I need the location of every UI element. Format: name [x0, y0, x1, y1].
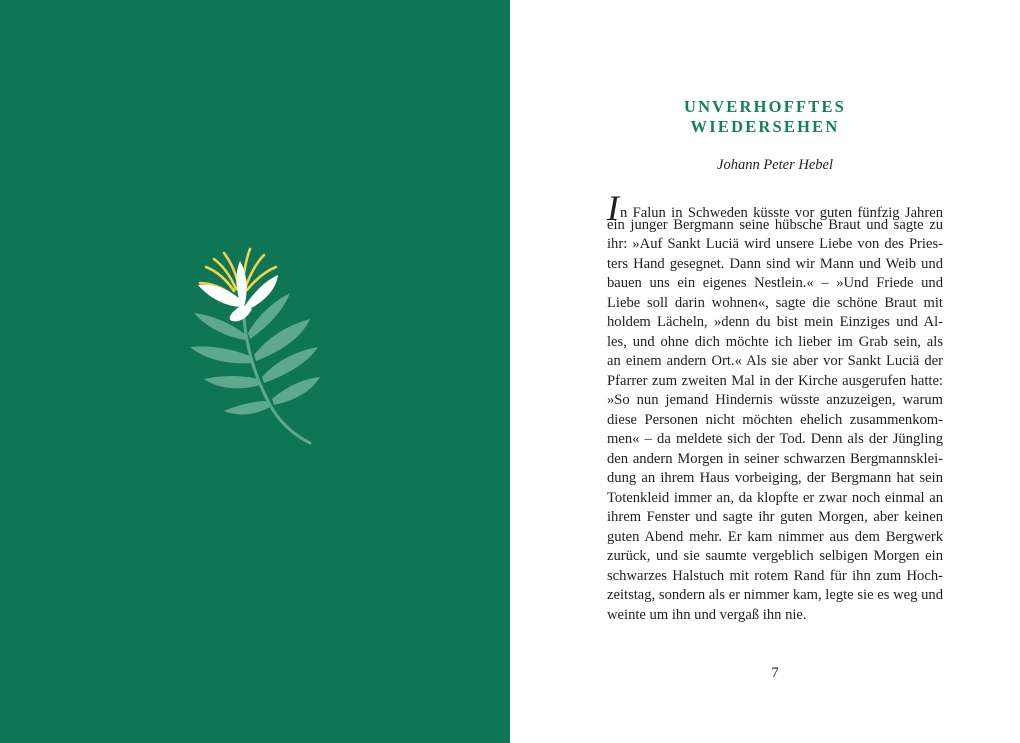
body-line: den andern Morgen in seiner schwarzen Bergmannsklei-: [607, 450, 943, 467]
body-line-last: weinte um ihn und vergaß ihn nie.: [607, 606, 807, 623]
body-line: bauen uns ein eigenes Nestlein.« – »Und Friede und: [607, 275, 943, 291]
body-line: dung an ihrem Haus vorbeiging, der Bergmann hat sein: [607, 470, 943, 486]
white-flower-icon: [186, 245, 326, 450]
flower-stem-leaves: [190, 293, 320, 443]
body-line: guten Abend mehr. Er kam nimmer aus dem Bergwerk: [607, 528, 943, 545]
body-line: Liebe soll darin wohnen«, sagte die schöne Braut mit: [607, 294, 943, 311]
body-line: zeitstag, sondern als er nimmer kam, legte sie es weg und: [607, 587, 943, 603]
page-number: 7: [771, 665, 779, 681]
story-body: [607, 188, 943, 625]
body-line: men« – da meldete sich der Tod. Denn als der Jüngling: [607, 431, 943, 447]
body-line: les, und ohne dich möchte ich lieber im Grab sein, als: [607, 333, 943, 350]
body-line: ihrem Fenster und sagte ihr guten Morgen, aber keinen: [607, 509, 943, 525]
body-line: an einem andern Ort.« Als sie aber vor Sankt Luciä der: [607, 353, 943, 369]
body-line: ters Hand gesegnet. Dann sind wir Mann und Weib und: [607, 255, 943, 272]
body-line: ein junger Bergmann seine hübsche Braut und sagte zu: [607, 216, 943, 233]
body-line: schwarzes Halstuch mit rotem Rand für ihn zum Hoch-: [607, 567, 943, 584]
story-title: [510, 97, 1020, 137]
body-line-1-text: n Falun in Schweden küsste vor guten fünfzig Jahren: [620, 205, 943, 221]
story-title-line-2: WIEDERSEHEN: [690, 117, 840, 136]
right-page: [510, 0, 1020, 743]
body-line: Pfarrer zum zweiten Mal in der Kirche ausgerufen hatte:: [607, 372, 943, 389]
drop-cap: I: [607, 188, 619, 228]
body-line: »So nun jemand Hindernis wüsste anzuzeigen, warum: [607, 392, 943, 408]
story-title-line-1: UNVERHOFFTES: [683, 97, 847, 116]
body-line: zurück, und sie saumte vergeblich selbigen Morgen ein: [607, 548, 943, 564]
body-line: ihr: »Auf Sankt Luciä wird unsere Liebe von des Pries-: [607, 236, 943, 252]
story-author: Johann Peter Hebel: [717, 157, 833, 173]
body-line: diese Personen nicht möchten ehelich zusammenkom-: [607, 411, 943, 428]
body-line: holdem Lächeln, »denn du bist mein Einziges und Al-: [607, 314, 943, 330]
body-line: Totenkleid immer an, da klopfte er zwar noch einmal an: [607, 489, 943, 506]
